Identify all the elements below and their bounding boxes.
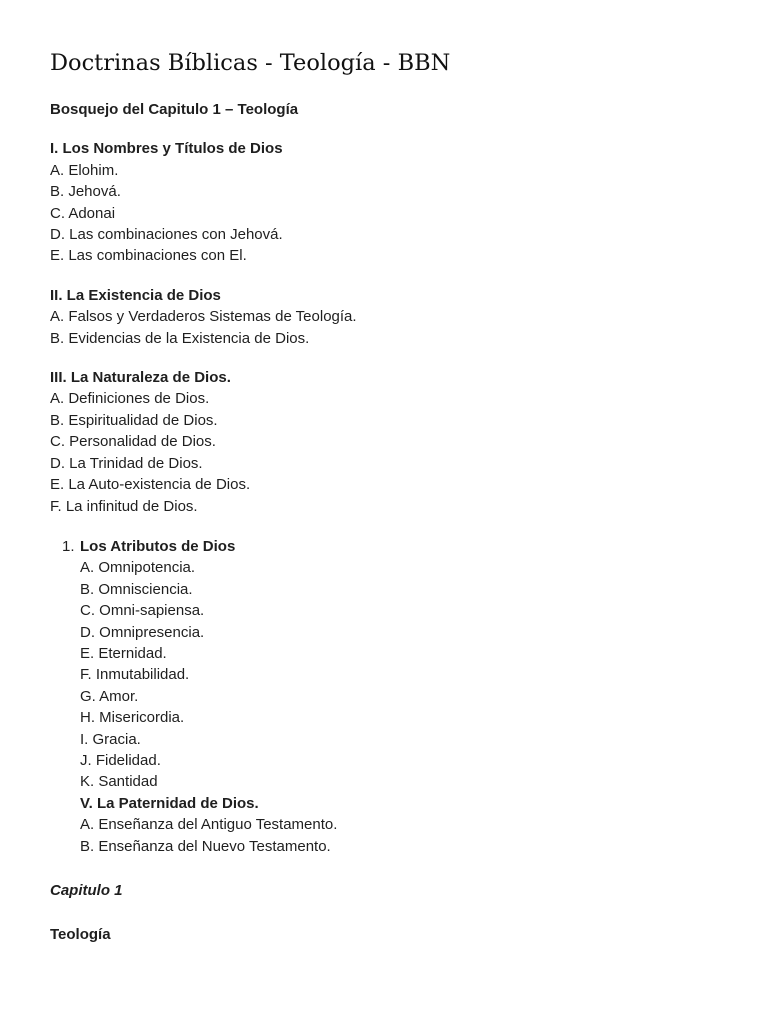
list-item: A. Enseñanza del Antiguo Testamento.	[80, 816, 338, 834]
list-item: D. Omnipresencia.	[80, 623, 205, 641]
list-item: A. Falsos y Verdaderos Sistemas de Teología.	[50, 308, 357, 326]
list-item: K. Santidad	[80, 773, 158, 791]
section-title: I. Los Nombres y Títulos de Dios	[50, 140, 283, 158]
chapter-title: Teología	[50, 926, 111, 944]
list-item: I. Gracia.	[80, 730, 141, 748]
list-item: A. Definiciones de Dios.	[50, 390, 210, 408]
list-item: B. Omnisciencia.	[80, 580, 193, 598]
list-item: A. Omnipotencia.	[80, 559, 196, 577]
list-item: B. Evidencias de la Existencia de Dios.	[50, 329, 310, 347]
list-item: D. La Trinidad de Dios.	[50, 454, 203, 472]
list-item: F. Inmutabilidad.	[80, 666, 190, 684]
list-item: A. Elohim.	[50, 161, 119, 179]
list-item: J. Fidelidad.	[80, 751, 161, 769]
list-item: E. La Auto-existencia de Dios.	[50, 476, 251, 494]
document-body	[50, 99, 730, 946]
list-item: E. Eternidad.	[80, 644, 167, 662]
outline-section-1	[50, 138, 730, 266]
list-item: B. Espiritualidad de Dios.	[50, 411, 218, 429]
outline-section-3	[50, 367, 730, 517]
outline-section-4	[50, 536, 730, 857]
list-item: C. Personalidad de Dios.	[50, 433, 216, 451]
document-title: Doctrinas Bíblicas - Teología - BBN	[50, 50, 451, 76]
chapter-label: Capitulo 1	[50, 882, 123, 899]
section-title: Los Atributos de Dios	[80, 537, 236, 555]
list-item: C. Adonai	[50, 204, 116, 222]
section-title: III. La Naturaleza de Dios.	[50, 369, 231, 387]
outline-heading: Bosquejo del Capitulo 1 – Teología	[50, 101, 299, 118]
list-item: G. Amor.	[80, 687, 139, 705]
section-title: II. La Existencia de Dios	[50, 286, 221, 304]
list-item: B. Enseñanza del Nuevo Testamento.	[80, 837, 331, 855]
numbered-heading	[50, 536, 730, 557]
list-item: H. Misericordia.	[80, 709, 185, 727]
list-number: 1.	[62, 537, 75, 555]
list-item: C. Omni-sapiensa.	[80, 602, 205, 620]
list-item: D. Las combinaciones con Jehová.	[50, 226, 283, 244]
subsection-title: V. La Paternidad de Dios.	[80, 794, 259, 812]
outline-section-2	[50, 285, 730, 349]
list-item: F. La infinitud de Dios.	[50, 497, 198, 515]
list-item: E. Las combinaciones con El.	[50, 247, 247, 265]
list-item: B. Jehová.	[50, 183, 121, 201]
